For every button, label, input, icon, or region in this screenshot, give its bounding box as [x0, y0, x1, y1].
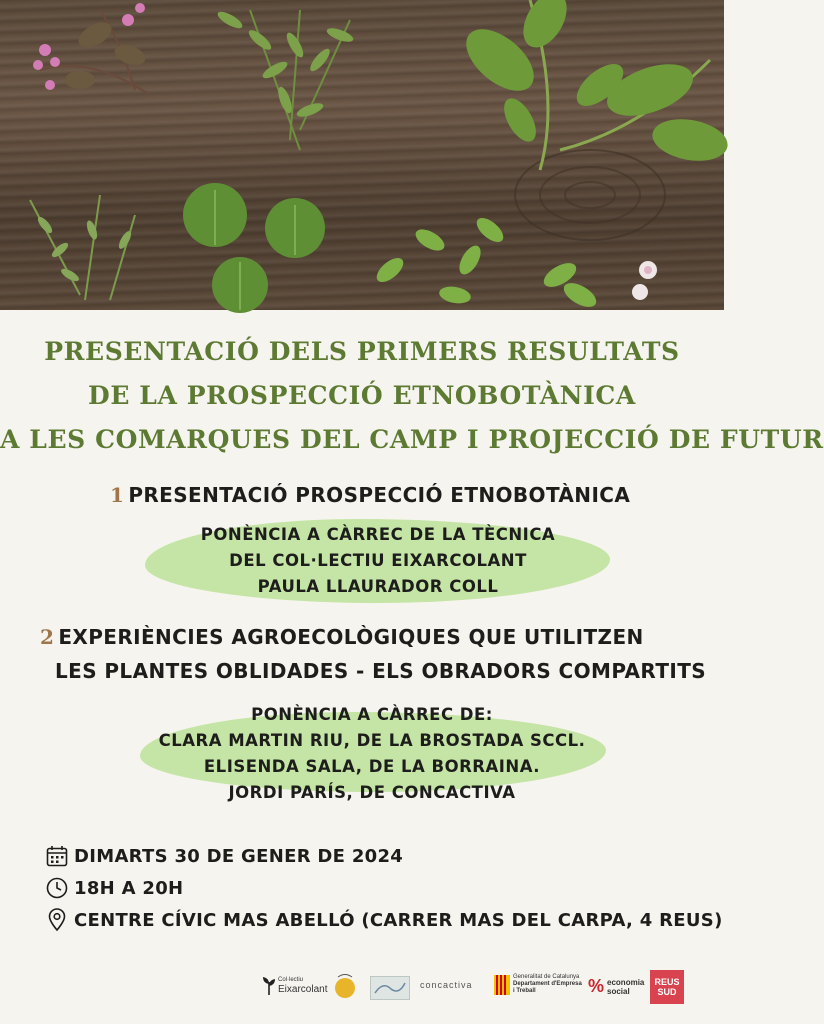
speaker-line: DEL COL·LECTIU EIXARCOLANT [229, 551, 527, 570]
title-line-1: PRESENTACIÓ DELS PRIMERS RESULTATS [44, 337, 680, 366]
reus-line-1: REUS [654, 977, 680, 987]
clock-icon [44, 875, 70, 901]
section-2-speaker-block [10, 702, 734, 806]
economia-line-2: social [607, 986, 630, 996]
hero-herbs-photo [0, 0, 724, 310]
calendar-icon [44, 843, 70, 869]
percent-icon: % [588, 976, 605, 996]
title-line-3: A LES COMARQUES DEL CAMP I PROJECCIÓ DE FUTUR [0, 425, 824, 454]
section-2-number: 2 [40, 625, 55, 649]
logo-concactiva: concactiva [420, 980, 473, 990]
speaker-line: CLARA MARTIN RIU, DE LA BROSTADA SCCL. [158, 731, 586, 750]
generalitat-line-2: Departament d'Empresa [513, 981, 582, 987]
logo-la-borraina [332, 972, 358, 1000]
section-2-heading-continued [55, 654, 706, 688]
event-date-text: DIMARTS 30 DE GENER DE 2024 [74, 845, 404, 867]
event-location [44, 907, 723, 933]
economia-line-1: economia [607, 977, 645, 987]
speaker-line: JORDI PARÍS, DE CONCACTIVA [228, 783, 516, 802]
title-line-2: DE LA PROSPECCIÓ ETNOBOTÀNICA [88, 381, 636, 410]
generalitat-line-3: i Treball [513, 988, 536, 994]
herbs-illustration [0, 0, 724, 310]
generalitat-line-1: Generalitat de Catalunya [513, 974, 580, 980]
section-1-number: 1 [110, 483, 125, 507]
event-time [44, 875, 183, 901]
event-date [44, 843, 403, 869]
eixarcolant-small-label: Col·lectiu [278, 977, 304, 983]
sponsor-logos [258, 968, 688, 1008]
sprout-icon [262, 974, 276, 996]
eixarcolant-label: Eixarcolant [278, 984, 328, 995]
event-title [0, 330, 824, 462]
event-location-text: CENTRE CÍVIC MAS ABELLÓ (CARRER MAS DEL CARPA, 4 REUS) [74, 909, 723, 931]
speaker-line: PAULA LLAURADOR COLL [257, 577, 499, 596]
logo-la-brostada [370, 976, 410, 1000]
section-1-speaker-block [16, 522, 740, 600]
section-2-title-line-1: EXPERIÈNCIES AGROECOLÒGIQUES QUE UTILITZEN [58, 625, 644, 649]
section-2-heading [40, 620, 644, 654]
section-1-heading [110, 478, 630, 512]
logo-eixarcolant [262, 974, 327, 996]
senyera-icon [494, 975, 510, 995]
logo-economia-social [588, 976, 644, 997]
logo-reus-sud [650, 970, 684, 1004]
speaker-line: PONÈNCIA A CÀRREC DE LA TÈCNICA [200, 525, 556, 544]
location-pin-icon [44, 907, 70, 933]
section-1-title: PRESENTACIÓ PROSPECCIÓ ETNOBOTÀNICA [128, 483, 631, 507]
speaker-line: PONÈNCIA A CÀRREC DE: [251, 705, 493, 724]
speaker-line: ELISENDA SALA, DE LA BORRAINA. [203, 757, 541, 776]
reus-line-2: SUD [657, 987, 677, 997]
event-time-text: 18H A 20H [74, 877, 184, 899]
logo-generalitat [494, 974, 582, 995]
section-2-title-line-2: LES PLANTES OBLIDADES - ELS OBRADORS COMPARTITS [55, 659, 707, 683]
